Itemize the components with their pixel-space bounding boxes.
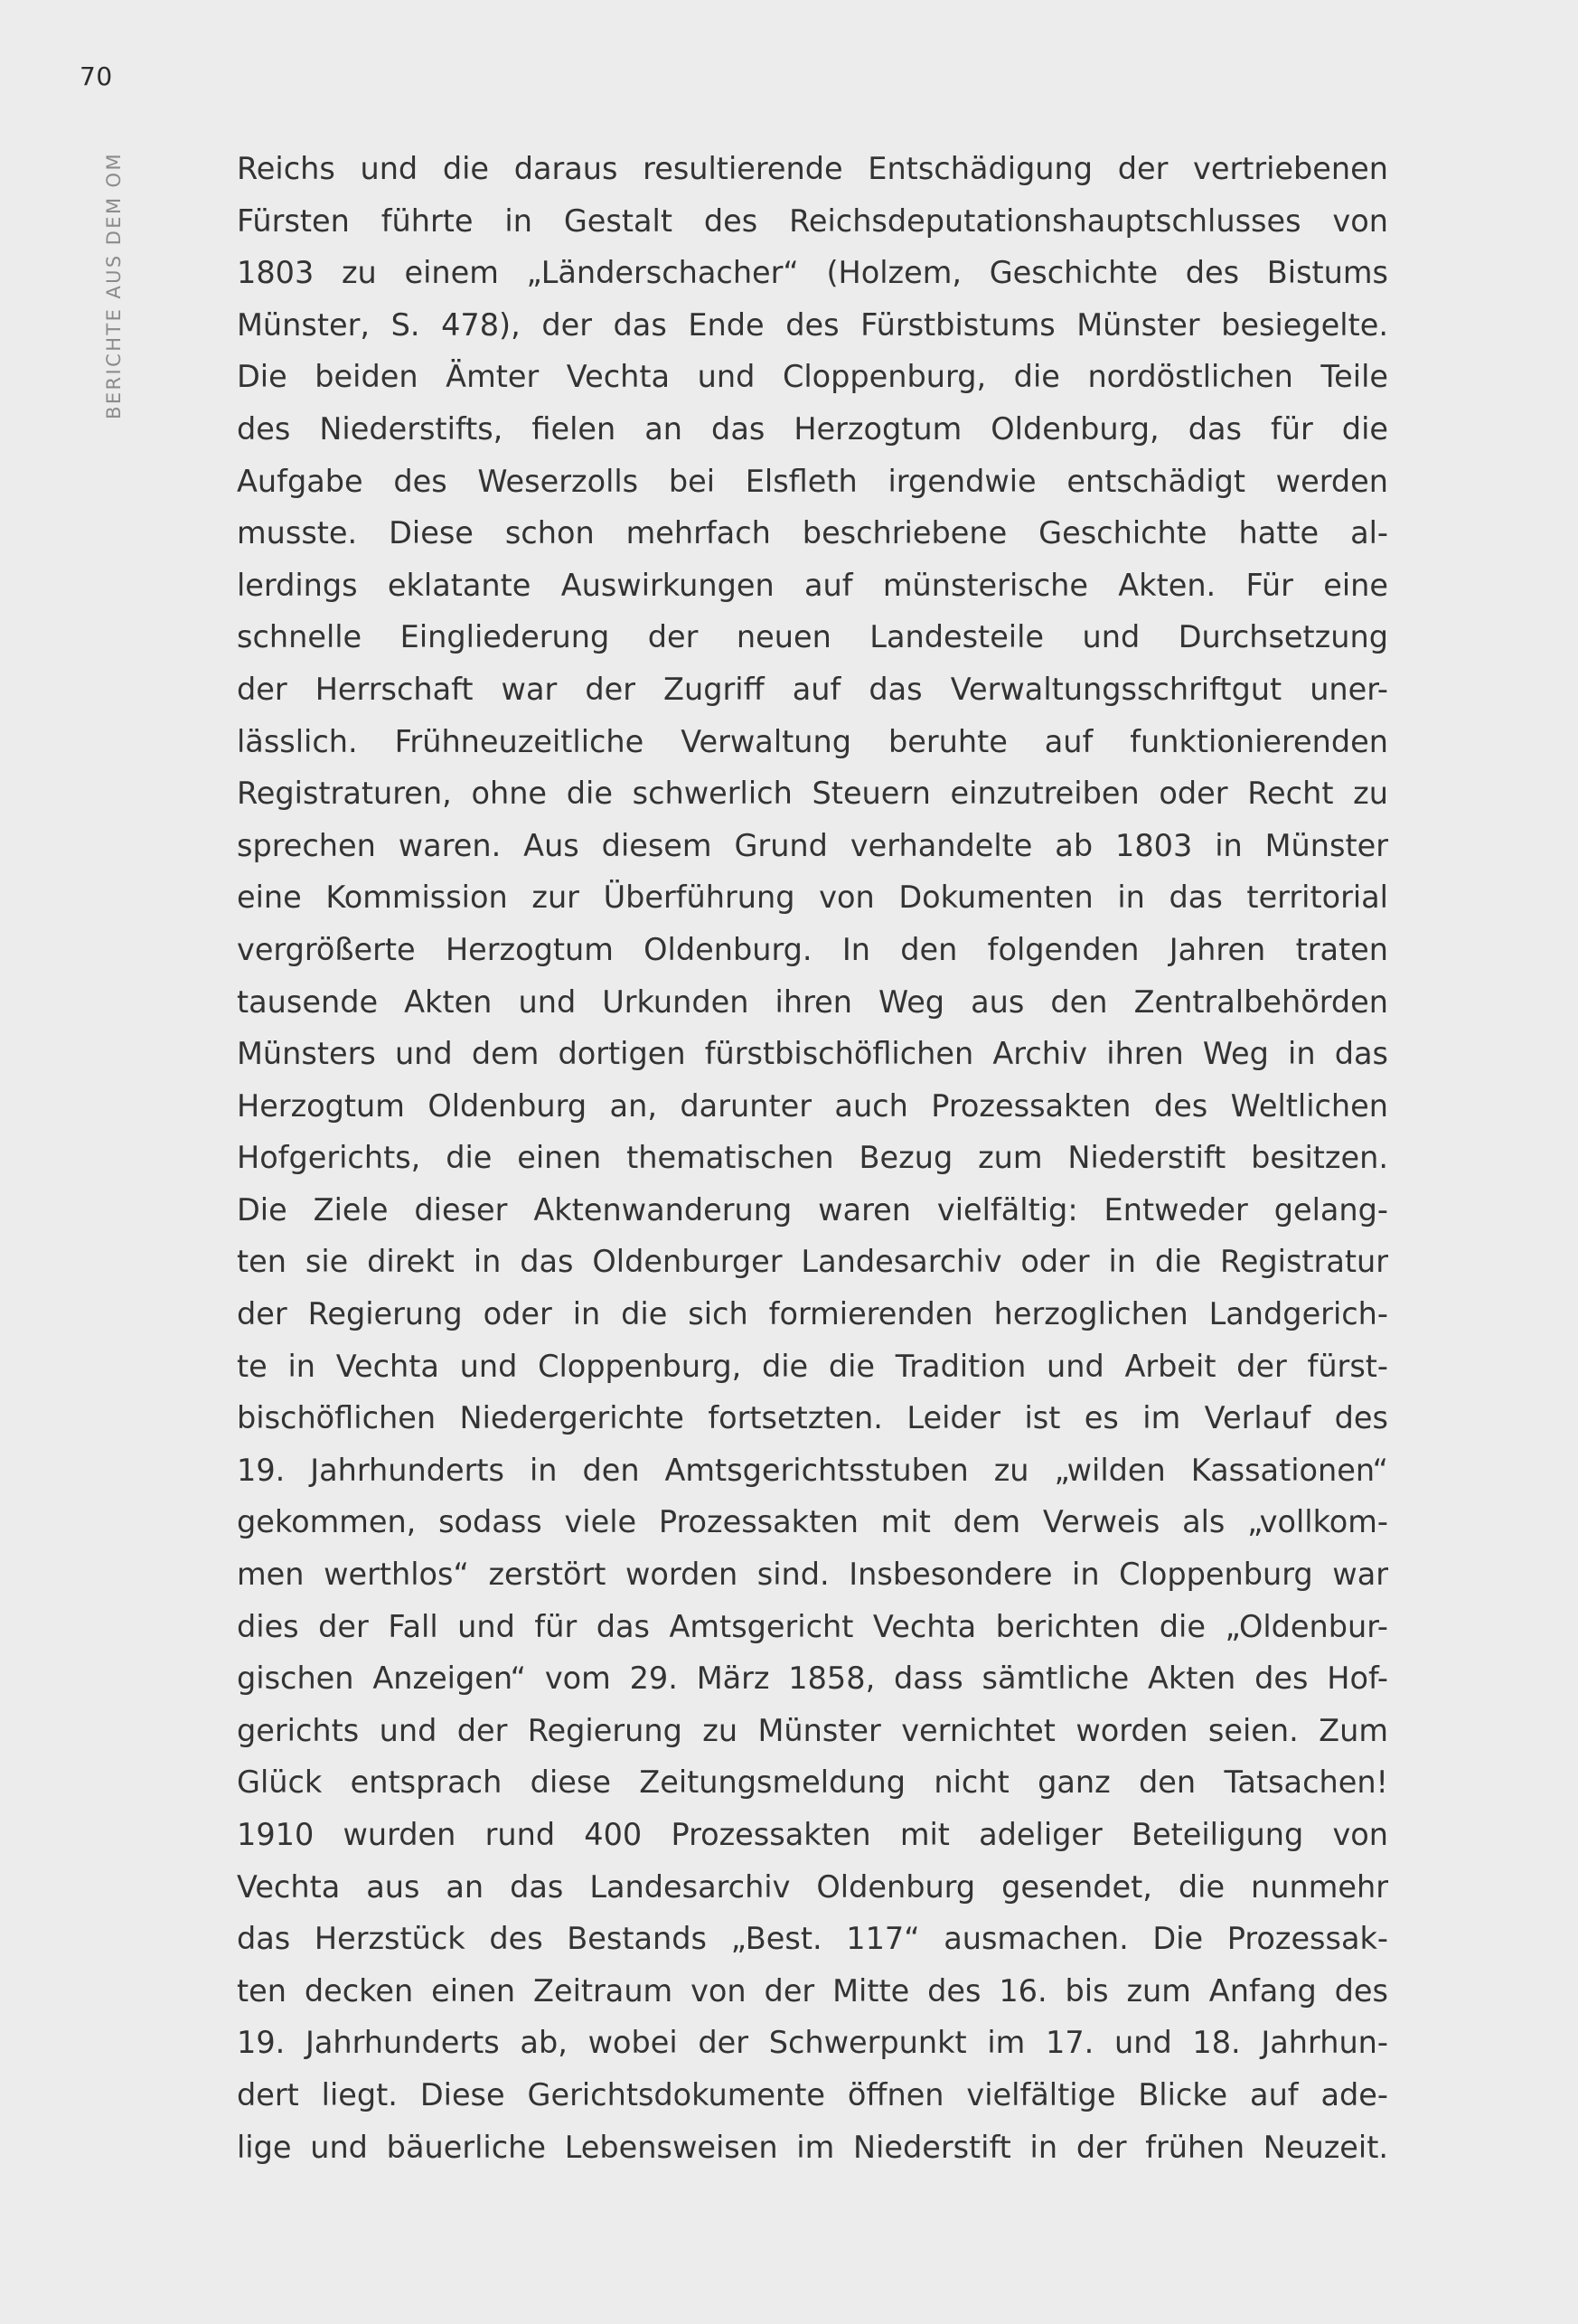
text-line: 19. Jahrhunderts ab, wobei der Schwerpunkt im 17. und 18. Jahrhun- — [237, 2025, 1388, 2061]
running-head-text: BERICHTE AUS DEM OM — [103, 152, 125, 419]
text-line: Münsters und dem dortigen fürstbischöflichen Archiv ihren Weg in das — [237, 1036, 1388, 1072]
text-line: dies der Fall und für das Amtsgericht Vechta berichten die „Oldenbur- — [237, 1608, 1388, 1644]
text-line: 1910 wurden rund 400 Prozessakten mit adeliger Beteiligung von — [237, 1817, 1388, 1852]
text-line: der Regierung oder in die sich formierenden herzoglichen Landgerich- — [237, 1296, 1388, 1332]
text-line: eine Kommission zur Überführung von Dokumenten in das territorial — [237, 880, 1388, 916]
text-line: men werthlos“ zerstört worden sind. Insbesondere in Cloppenburg war — [237, 1557, 1388, 1593]
text-line: gekommen, sodass viele Prozessakten mit dem Verweis als „vollkom- — [237, 1504, 1388, 1540]
text-line: des Niederstifts, fielen an das Herzogtum Oldenburg, das für die — [237, 410, 1388, 447]
text-line: Die beiden Ämter Vechta und Cloppenburg, die nordöstlichen Teile — [237, 359, 1388, 395]
text-line: Registraturen, ohne die schwerlich Steuern einzutreiben oder Recht zu — [237, 776, 1388, 812]
text-line: lige und bäuerliche Lebensweisen im Niederstift in der frühen Neuzeit. — [237, 2129, 1388, 2165]
page-number: 70 — [80, 61, 113, 91]
text-line: lerdings eklatante Auswirkungen auf münsterische Akten. Für eine — [237, 567, 1388, 603]
text-line: das Herzstück des Bestands „Best. 117“ ausmachen. Die Prozessak- — [237, 1921, 1388, 1957]
text-line: Vechta aus an das Landesarchiv Oldenburg gesendet, die nunmehr — [237, 1868, 1388, 1905]
text-line: musste. Diese schon mehrfach beschriebene Geschichte hatte al- — [237, 515, 1388, 551]
text-line: gerichts und der Regierung zu Münster vernichtet worden seien. Zum — [237, 1712, 1388, 1748]
text-line: vergrößerte Herzogtum Oldenburg. In den folgenden Jahren traten — [237, 931, 1388, 967]
text-line: Hofgerichts, die einen thematischen Bezug zum Niederstift besitzen. — [237, 1140, 1388, 1176]
text-line: Fürsten führte in Gestalt des Reichsdeputationshauptschlusses von — [237, 202, 1388, 239]
text-line: schnelle Eingliederung der neuen Landesteile und Durchsetzung — [237, 619, 1388, 655]
text-line: Reichs und die daraus resultierende Entschädigung der vertriebenen — [237, 151, 1388, 186]
text-line: Herzogtum Oldenburg an, darunter auch Prozessakten des Weltlichen — [237, 1087, 1388, 1124]
text-line: der Herrschaft war der Zugriff auf das Verwaltungsschriftgut uner- — [237, 671, 1388, 707]
text-line: tausende Akten und Urkunden ihren Weg aus den Zentralbehörden — [237, 983, 1388, 1020]
text-line: lässlich. Frühneuzeitliche Verwaltung beruhte auf funktionierenden — [237, 723, 1388, 759]
text-line: 19. Jahrhunderts in den Amtsgerichtsstuben zu „wilden Kassationen“ — [237, 1452, 1388, 1488]
text-line: Glück entsprach diese Zeitungsmeldung nicht ganz den Tatsachen! — [237, 1764, 1388, 1801]
text-line: bischöflichen Niedergerichte fortsetzten. Leider ist es im Verlauf des — [237, 1400, 1388, 1436]
body-text — [237, 143, 1388, 2173]
text-line: Münster, S. 478), der das Ende des Fürstbistums Münster besiegelte. — [237, 306, 1388, 343]
text-line: Aufgabe des Weserzolls bei Elsfleth irgendwie entschädigt werden — [237, 463, 1388, 499]
text-line: Die Ziele dieser Aktenwanderung waren vielfältig: Entweder gelang- — [237, 1191, 1388, 1228]
text-line: 1803 zu einem „Länderschacher“ (Holzem, Geschichte des Bistums — [237, 255, 1388, 291]
text-line: ten sie direkt in das Oldenburger Landesarchiv oder in die Registratur — [237, 1244, 1388, 1280]
text-line: dert liegt. Diese Gerichtsdokumente öffnen vielfältige Blicke auf ade- — [237, 2076, 1388, 2112]
text-line: ten decken einen Zeitraum von der Mitte des 16. bis zum Anfang des — [237, 1972, 1388, 2009]
text-line: te in Vechta und Cloppenburg, die die Tradition und Arbeit der fürst- — [237, 1348, 1388, 1384]
text-line: gischen Anzeigen“ vom 29. März 1858, dass sämtliche Akten des Hof- — [237, 1661, 1388, 1697]
text-line: sprechen waren. Aus diesem Grund verhandelte ab 1803 in Münster — [237, 827, 1388, 863]
